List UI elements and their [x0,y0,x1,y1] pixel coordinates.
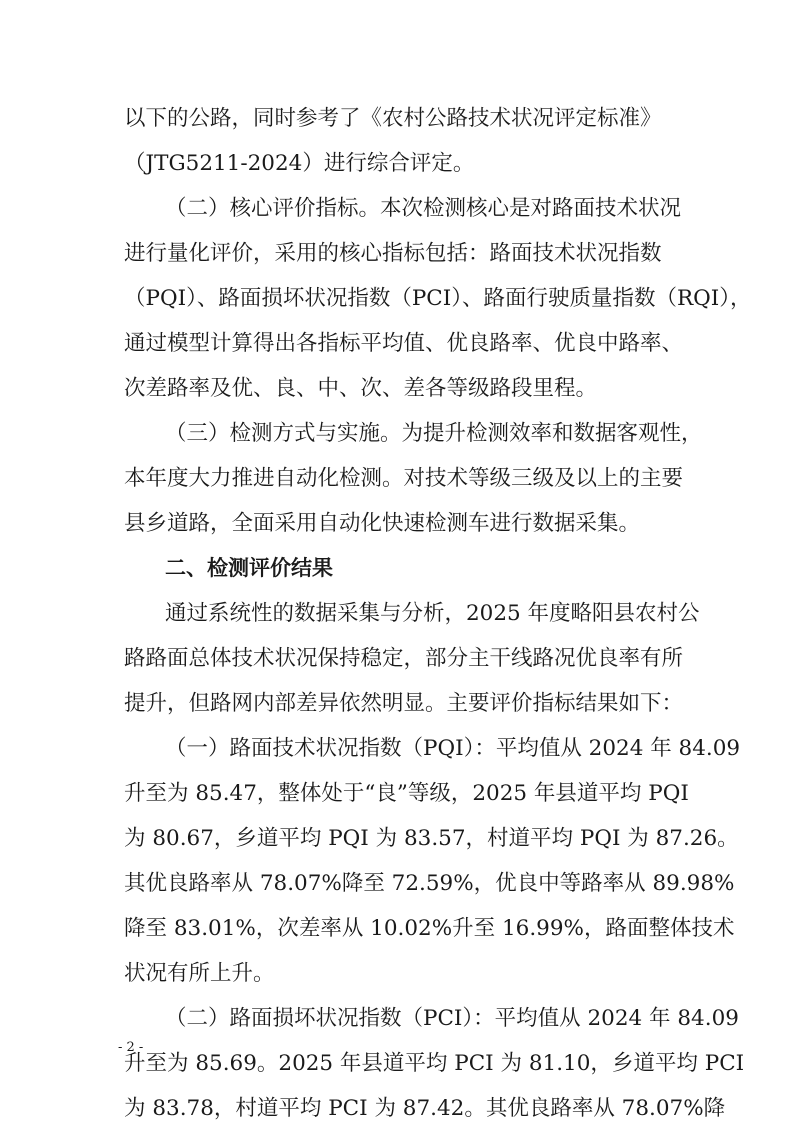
page-number: - 2 - [118,1040,144,1055]
paragraph-line: 次差路率及优、良、中、次、差各等级路段里程。 [124,376,598,401]
paragraph-line: 为 80.67，乡道平均 PQI 为 83.57，村道平均 PQI 为 87.26。 [124,826,739,851]
paragraph-line: 通过系统性的数据采集与分析，2025 年度略阳县农村公 [165,601,700,626]
paragraph-line: 以下的公路，同时参考了《农村公路技术状况评定标准》 [124,106,662,131]
paragraph-line: （三）检测方式与实施。为提升检测效率和数据客观性， [165,421,703,446]
paragraph-line: 县乡道路，全面采用自动化快速检测车进行数据采集。 [124,511,641,536]
paragraph-line: 通过模型计算得出各指标平均值、优良路率、优良中路率、 [124,331,684,356]
paragraph-line: 升至为 85.47，整体处于“良”等级，2025 年县道平均 PQI [124,781,689,806]
paragraph-line: （二）路面损坏状况指数（PCI）：平均值从 2024 年 84.09 [165,1006,739,1031]
paragraph-line: 升至为 85.69。2025 年县道平均 PCI 为 81.10，乡道平均 PCI [124,1051,745,1076]
paragraph-line: 进行量化评价，采用的核心指标包括：路面技术状况指数 [124,241,662,266]
paragraph-line: 路路面总体技术状况保持稳定，部分主干线路况优良率有所 [124,646,684,671]
paragraph-line: 状况有所上升。 [124,961,275,986]
paragraph-line: （一）路面技术状况指数（PQI）：平均值从 2024 年 84.09 [165,736,741,761]
section-heading: 二、检测评价结果 [165,556,333,580]
paragraph-line: （PQI）、路面损坏状况指数（PCI）、路面行驶质量指数（RQI）， [124,286,752,311]
paragraph-line: （二）核心评价指标。本次检测核心是对路面技术状况 [165,196,682,221]
paragraph-line: 其优良路率从 78.07%降至 72.59%，优良中等路率从 89.98% [124,871,735,896]
paragraph-line: 为 83.78，村道平均 PCI 为 87.42。其优良路率从 78.07%降 [124,1096,726,1121]
paragraph-line: 本年度大力推进自动化检测。对技术等级三级及以上的主要 [124,466,684,491]
paragraph-line: （JTG5211-2024）进行综合评定。 [124,151,475,176]
paragraph-line: 降至 83.01%，次差率从 10.02%升至 16.99%，路面整体技术 [124,916,735,941]
paragraph-line: 提升，但路网内部差异依然明显。主要评价指标结果如下： [124,691,684,716]
